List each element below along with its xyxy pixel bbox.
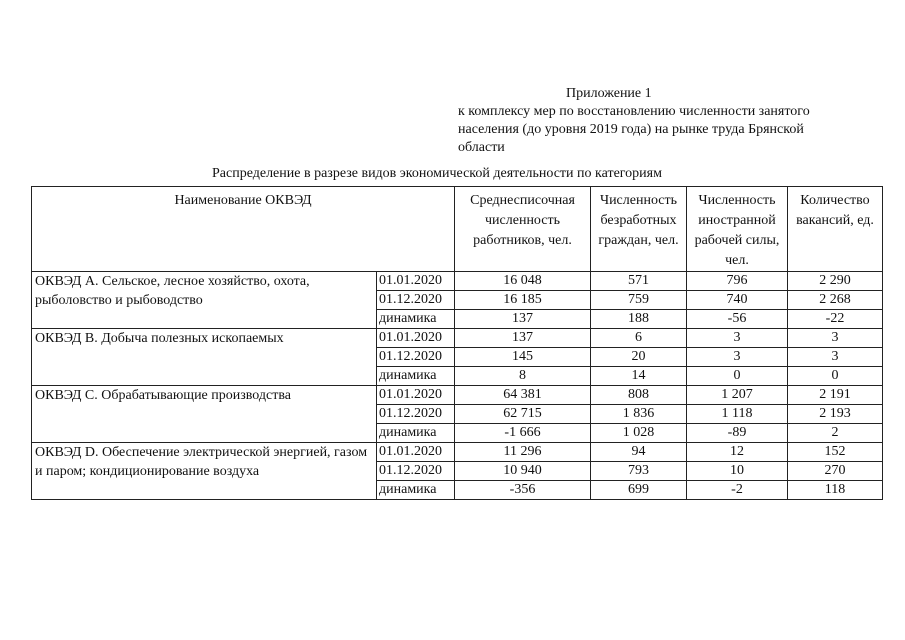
value-cell: 11 296 <box>455 443 591 462</box>
value-cell: 796 <box>687 272 788 291</box>
appendix-line: области <box>458 140 505 155</box>
appendix-line: к комплексу мер по восстановлению численности занятого <box>458 104 810 119</box>
value-cell: 16 185 <box>455 291 591 310</box>
value-cell: 10 940 <box>455 462 591 481</box>
value-cell: 808 <box>591 386 687 405</box>
okved-table <box>31 186 883 500</box>
value-cell: 3 <box>687 329 788 348</box>
table-row <box>32 329 883 348</box>
column-header-headcount: Среднесписочная численность работников, чел. <box>455 187 591 272</box>
period-cell: 01.12.2020 <box>377 291 455 310</box>
value-cell: 3 <box>788 348 883 367</box>
value-cell: 12 <box>687 443 788 462</box>
value-cell: 14 <box>591 367 687 386</box>
value-cell: 2 191 <box>788 386 883 405</box>
column-header-vacancies: Количество вакансий, ед. <box>788 187 883 272</box>
value-cell: 1 028 <box>591 424 687 443</box>
value-cell: 2 <box>788 424 883 443</box>
okved-group-name: ОКВЭД В. Добыча полезных ископаемых <box>32 329 377 386</box>
value-cell: 0 <box>687 367 788 386</box>
value-cell: -56 <box>687 310 788 329</box>
period-cell: 01.12.2020 <box>377 462 455 481</box>
column-header-name: Наименование ОКВЭД <box>32 187 455 272</box>
okved-group-name: ОКВЭД С. Обрабатывающие производства <box>32 386 377 443</box>
value-cell: 137 <box>455 329 591 348</box>
period-cell: динамика <box>377 367 455 386</box>
value-cell: 152 <box>788 443 883 462</box>
value-cell: 270 <box>788 462 883 481</box>
value-cell: 2 268 <box>788 291 883 310</box>
value-cell: 3 <box>687 348 788 367</box>
value-cell: 62 715 <box>455 405 591 424</box>
value-cell: 1 207 <box>687 386 788 405</box>
value-cell: 20 <box>591 348 687 367</box>
okved-group-name: ОКВЭД D. Обеспечение электрической энергией, газом и паром; кондиционирование воздуха <box>32 443 377 500</box>
value-cell: 1 836 <box>591 405 687 424</box>
value-cell: -89 <box>687 424 788 443</box>
table-row <box>32 443 883 462</box>
okved-group-name: ОКВЭД А. Сельское, лесное хозяйство, охота, рыболовство и рыбоводство <box>32 272 377 329</box>
value-cell: -22 <box>788 310 883 329</box>
appendix-line: населения (до уровня 2019 года) на рынке труда Брянской <box>458 122 804 137</box>
appendix-description <box>458 103 878 157</box>
value-cell: 6 <box>591 329 687 348</box>
value-cell: 1 118 <box>687 405 788 424</box>
value-cell: 699 <box>591 481 687 500</box>
table-row <box>32 386 883 405</box>
value-cell: 793 <box>591 462 687 481</box>
period-cell: динамика <box>377 424 455 443</box>
value-cell: -1 666 <box>455 424 591 443</box>
value-cell: 2 193 <box>788 405 883 424</box>
table-caption: Распределение в разрезе видов экономической деятельности по категориям <box>212 166 662 181</box>
period-cell: 01.01.2020 <box>377 329 455 348</box>
period-cell: 01.01.2020 <box>377 443 455 462</box>
value-cell: 2 290 <box>788 272 883 291</box>
period-cell: 01.12.2020 <box>377 405 455 424</box>
column-header-foreign-workers: Численность иностранной рабочей силы, чел. <box>687 187 788 272</box>
period-cell: 01.01.2020 <box>377 272 455 291</box>
value-cell: 145 <box>455 348 591 367</box>
value-cell: 3 <box>788 329 883 348</box>
value-cell: -2 <box>687 481 788 500</box>
period-cell: 01.01.2020 <box>377 386 455 405</box>
value-cell: 759 <box>591 291 687 310</box>
table-body <box>32 272 883 500</box>
value-cell: 10 <box>687 462 788 481</box>
column-header-unemployed: Численность безработных граждан, чел. <box>591 187 687 272</box>
value-cell: 8 <box>455 367 591 386</box>
value-cell: 64 381 <box>455 386 591 405</box>
value-cell: 188 <box>591 310 687 329</box>
value-cell: 137 <box>455 310 591 329</box>
period-cell: динамика <box>377 310 455 329</box>
value-cell: 571 <box>591 272 687 291</box>
appendix-title: Приложение 1 <box>566 86 652 101</box>
value-cell: -356 <box>455 481 591 500</box>
value-cell: 118 <box>788 481 883 500</box>
value-cell: 0 <box>788 367 883 386</box>
period-cell: 01.12.2020 <box>377 348 455 367</box>
table-row <box>32 272 883 291</box>
value-cell: 16 048 <box>455 272 591 291</box>
value-cell: 740 <box>687 291 788 310</box>
period-cell: динамика <box>377 481 455 500</box>
value-cell: 94 <box>591 443 687 462</box>
